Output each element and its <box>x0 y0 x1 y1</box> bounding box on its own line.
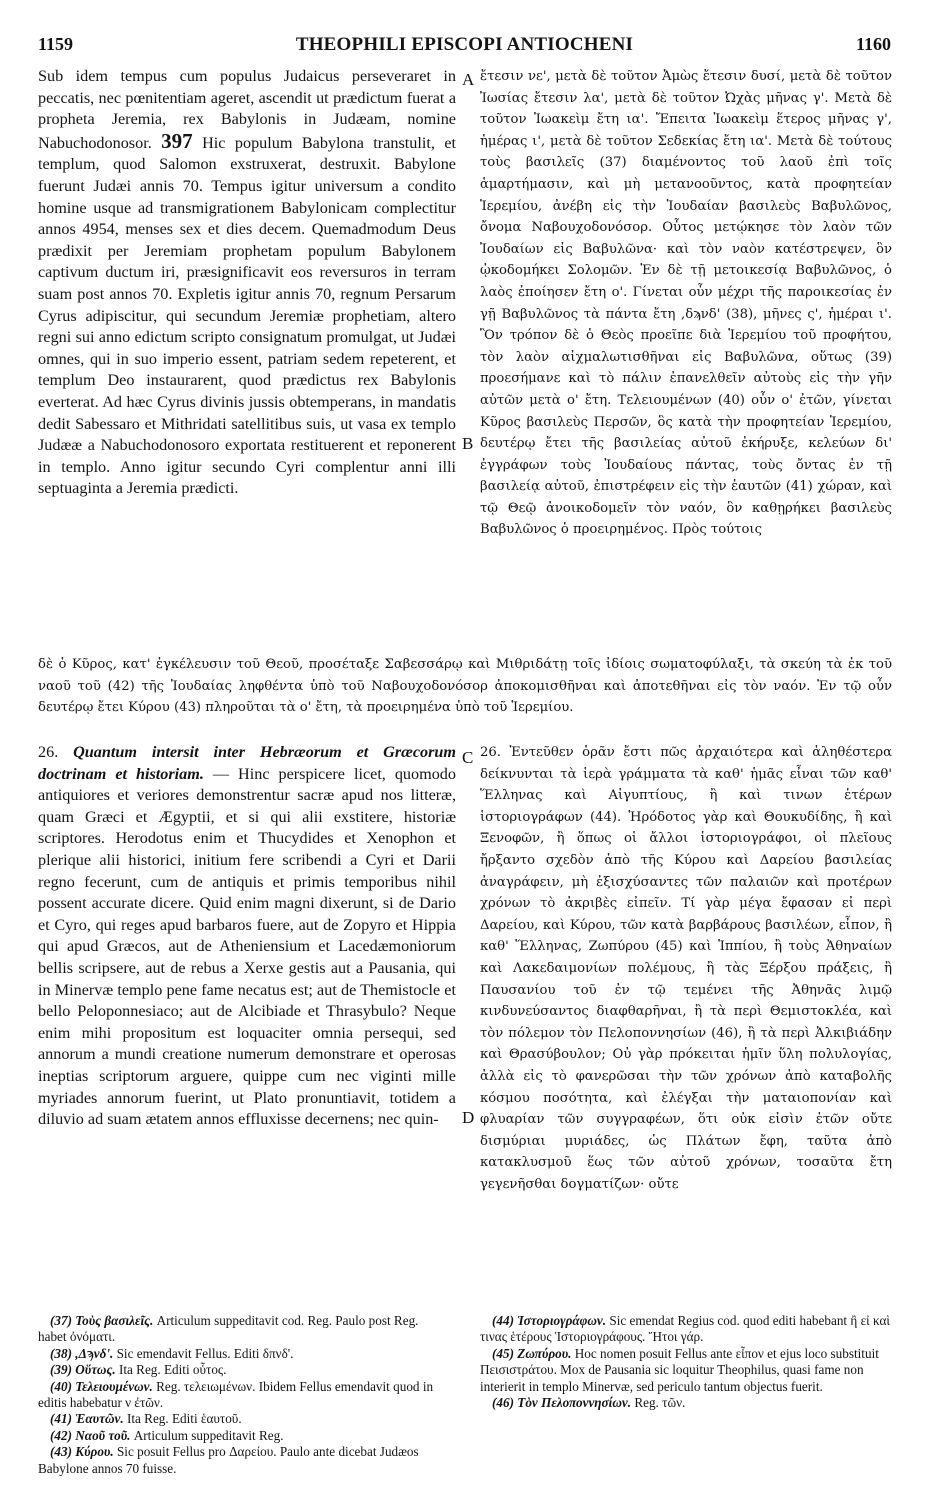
footnote: (37) Τοὺς βασιλεῖς. Articulum suppeditavit cod. Reg. Paulo post Reg. habet ὀνόματι. <box>38 1313 419 1345</box>
page-number-left: 1159 <box>38 34 74 54</box>
footnote: (44) Ἱστοριογράφων. Sic emendat Regius cod. quod editi habebant ἢ εἰ καὶ τινας ἑτέρους Ἱστοριογράφους. Ἤτοι γάρ. <box>480 1313 890 1345</box>
greek-paragraph: ἔτεσιν νε', μετὰ δὲ τοῦτον Ἀμὼς ἔτεσιν δυσί, μετὰ δὲ τοῦτον Ἰωσίας ἔτεσιν λα', μετὰ δὲ τοῦτον Ὠχὰς μῆνας γ'. Μετὰ δὲ τοῦτον Ἰωακεὶμ ἔτη ια'. Ἔπειτα Ἰωακεὶμ ἕτερος μῆνας γ', ἡμέρας ι', μετὰ δὲ τοῦτον Σεδεκίας ἔτη ια'. Μετὰ δὲ τούτους τοὺς βασιλεῖς (37) διαμένοντος τοῦ λαοῦ ἐπὶ τοῖς ἁμαρτήμασιν, καὶ μὴ μετανοοῦντος, κατὰ προφητείαν Ἱερεμίου, ἀνέβη εἰς τὴν Ἰουδαίαν βασιλεὺς Βαβυλῶνος, ὄνομα Ναβουχοδονόσορ. Οὗτος μετῴκησε τὸν λαὸν τῶν Ἰουδαίων εἰς Βαβυλῶνα· καὶ τὸν ναὸν κατέστρεψεν, ὃν ᾠκοδομήκει Σολομῶν. Ἐν δὲ τῇ μετοικεσίᾳ Βαβυλῶνος, ὁ λαὸς ἐποίησεν ἔτη ο'. Γίνεται οὖν μέχρι τῆς παροικεσίας ἐν γῇ Βαβυλῶνος τὰ πάντα ἔτη ,δϡνδ' (38), μῆνες ς', ἡμέραι ι'. Ὃν τρόπον δὲ ὁ Θεὸς προεῖπε διὰ Ἱερεμίου τοῦ προφήτου, τὸν λαὸν αἰχμαλωτισθῆναι εἰς Βαβυλῶνα, οὕτως (39) προεσήμανε καὶ τὸ πάλιν ἐπανελθεῖν αὐτοὺς εἰς τὴν γῆν αὐτῶν μετὰ ο' ἔτη. Τελειουμένων (40) οὖν ο' ἐτῶν, γίνεται Κῦρος βασιλεὺς Περσῶν, ὃς κατὰ τὴν προφητείαν Ἱερεμίου, δευτέρῳ ἔτει τῆς βασιλείας αὐτοῦ ἐκήρυξε, κελεύων δι' ἐγγράφων τοὺς Ἰουδαίους πάντας, τοὺς ὄντας ἐν τῇ βασιλείᾳ αὐτοῦ, ἐπιστρέφειν εἰς τὴν ἑαυτῶν (41) χώραν, καὶ τῷ Θεῷ ἀνοικοδομεῖν τὸν ναόν, ὃν καθῃρήκει βασιλεὺς Βαβυλῶνος ὁ προειρημένος. Πρὸς τούτοις <box>480 69 892 538</box>
footnote: (41) Ἑαυτῶν. Ita Reg. Editi ἑαυτοῦ. <box>50 1411 242 1427</box>
page-header <box>38 34 891 58</box>
footnote: (42) Ναοῦ τοῦ. Articulum suppeditavit Reg. <box>50 1427 284 1443</box>
greek-column-upper <box>480 66 892 541</box>
latin-paragraph: Sub idem tempus cum populus Judaicus perseveraret in peccatis, nec pœnitentiam ageret, ascendit ut prædictum fuerat a propheta Jeremia, rex Babylonis in Judæam, nomine Nabuchodonosor. 397 Hic populum Babylona transtulit, et templum, quod Salomon exstruxerat, destruxit. Babylone fuerunt Judæi annis 70. Tempus igitur universum a condito homine usque ad transmigrationem Babylonicam complectitur annos 4954, menses sex et dies decem. Quemadmodum Deus prædixit per Jeremiam prophetam populum Babylonem captivum ductum iri, præsignificavit eos reversuros in terram suam post annos 70. Expletis igitur annis 70, regnum Persarum Cyrus adipiscitur, qui secundum Jeremiæ prophetiam, altero regni sui anno edictum scripto consignatum promulgat, ut Judæi omnes, qui in suo imperio essent, patriam sedem repeterent, et templum Deo instaurarent, quod prædictus rex Babylonis everterat. Ad hæc Cyrus divinis jussis obtemperans, in mandatis dedit Sabessaro et Mithridati satellitibus suis, ut vasa ex templo Judææ a Nabuchodonosoro exportata restituerent et reponerent in templo. Anno igitur secundo Cyri complentur anni illi septuaginta a Jeremia prædicti. <box>38 67 457 498</box>
latin-paragraph-26: 26. Quantum intersit inter Hebræorum et Græcorum doctrinam et historiam. — Hinc perspicere licet, quomodo antiquiores et veriores demonstrentur sacræ apud nos litteræ, quam Græci et Ægyptii, et si qui alii exstitere, historiæ scriptores. Herodotus enim et Thucydides et Xenophon et plerique alii historici, initium fere scribendi a Cyri et Darii regno fecerunt, cum de antiquis et primis temporibus nihil possent accurate dicere. Quid enim magni dixerunt, si de Dario et Cyro, qui reges apud barbaros fuere, aut de Zopyro et Hippia qui apud Græcos, aut de Atheniensium et Lacedæmoniorum bellis scripsere, aut de rebus a Xerxe gestis aut a Pausania, qui in Minervæ templo pene fame necatus est; aut de Themistocle et bello Peloponnesiaco; aut de Alcibiade et Thrasybulo? Neque enim mihi propositum est loquaciter omnia persequi, sed annorum a mundi creatione numerum demonstrare et operosas ineptias scriptorum arguere, quippe cum nec viginti mille myriades annorum fuerint, ut Plato pronuntiavit, totidem a diluvio ad suam ætatem annos effluxisse decernens; nec quin- <box>38 743 456 1129</box>
greek-paragraph-26: 26. Ἐντεῦθεν ὁρᾶν ἔστι πῶς ἀρχαιότερα καὶ ἀληθέστερα δείκνυνται τὰ ἱερὰ γράμματα τὰ καθ' ἡμᾶς εἶναι τῶν καθ' Ἕλληνας καὶ Αἰγυπτίους, ἢ καὶ τινων ἑτέρων ἱστοριογράφων (44). Ἡρόδοτος γὰρ καὶ Θουκυδίδης, ἢ καὶ Ξενοφῶν, ἢ ὅπως οἱ ἄλλοι ἱστοριογράφοι, οἱ πλεῖους ἤρξαντο σχεδὸν ἀπὸ τῆς Κύρου καὶ Δαρείου βασιλείας ἀναγράφειν, μὴ ἐξισχύσαντες τῶν παλαιῶν καὶ προτέρων χρόνων τὸ ἀκριβὲς εἰπεῖν. Τί γὰρ μέγα ἔφασαν εἰ περὶ Δαρείου, καὶ Κύρου, τῶν κατὰ βαρβάρους βασιλέων, εἶπον, ἢ καθ' Ἕλληνας, Ζωπύρου (45) καὶ Ἱππίου, ἢ τοὺς Ἀθηναίων καὶ Λακεδαιμονίων πολέμους, ἢ τὰς Ξέρξου πράξεις, ἢ Παυσανίου τοῦ ἐν τῷ τεμένει τῆς Ἀθηνᾶς λιμῷ κινδυνεύσαντος διαφθαρῆναι, ἢ τὰ περὶ Θεμιστοκλέα, καὶ τὸν πόλεμον τὸν Πελοποννησίων (46), ἢ τὰ περὶ Ἀλκιβιάδην καὶ Θρασύβουλον; Οὐ γὰρ πρόκειται ἡμῖν ὕλη πολυλογίας, ἀλλὰ εἰς τὸ φανερῶσαι τὴν τῶν χρόνων ἀπὸ καταβολῆς κόσμου ποσότητα, καὶ ἐλέγξαι τὴν ματαιοπονίαν καὶ φλυαρίαν τῶν συγγραφέων, ὅτι οὐκ εἰσὶν ἐτῶν οὔτε δισμύριαι μυριάδες, ὡς Πλάτων ἔφη, ταῦτα ἀπὸ κατακλυσμοῦ ἕως τῶν αὐτοῦ χρόνων, τοσαῦτα ἔτη γεγενῆσθαι δογματίζων· οὔτε <box>480 745 892 1192</box>
footnotes-right <box>480 1313 890 1411</box>
section-heading: Quantum intersit inter Hebræorum et Græcorum doctrinam et historiam. <box>38 743 456 783</box>
section-marker-a: A <box>462 70 475 89</box>
footnotes-left <box>38 1313 448 1477</box>
marginal-number: 397 <box>161 128 193 153</box>
footnote: (46) Τὸν Πελοποννησίων. Reg. τῶν. <box>492 1395 686 1411</box>
running-title: THEOPHILI EPISCOPI ANTIOCHENI <box>295 34 634 55</box>
greek-full-width: δὲ ὁ Κῦρος, κατ' ἐγκέλευσιν τοῦ Θεοῦ, προσέταξε Σαβεσσάρῳ καὶ Μιθριδάτῃ τοῖς ἰδίοις σωματοφύλαξι, τὰ σκεύη τὰ ἐκ τοῦ ναοῦ τοῦ (42) τῆς Ἰουδαίας ληφθέντα ὑπὸ τοῦ Ναβουχοδονόσορ ἀποκομισθῆναι καὶ ἀποτεθῆναι εἰς τὸν ναόν. Ἐν τῷ οὖν δευτέρῳ ἔτει Κύρου (43) πληροῦται τὰ ο' ἔτη, τὰ προειρημένα ὑπὸ τοῦ Ἱερεμίου. <box>38 657 892 716</box>
footnote: (39) Οὕτως. Ita Reg. Editi οὗτος. <box>50 1362 227 1378</box>
section-marker-c: C <box>462 748 474 767</box>
latin-column-lower <box>38 742 456 1131</box>
section-marker-d: D <box>462 1108 475 1127</box>
footnote: (38) ,Δϡνδ'. Sic emendavit Fellus. Editi δπνδ'. <box>50 1345 294 1361</box>
footnote: (45) Ζωπύρου. Hoc nomen posuit Fellus ante εἶπον et ejus loco substituit Πεισιστράτου. Mox de Pausania sic loquitur Theophilus, quasi fame non interierit in templo Minervæ, sed periculo tantum objectus fuerit. <box>480 1345 879 1394</box>
page-number-right: 1160 <box>855 34 891 54</box>
greek-column-lower <box>480 742 892 1195</box>
section-marker-b: B <box>462 434 474 453</box>
latin-column-upper <box>38 66 456 500</box>
footnote: (43) Κύρου. Sic posuit Fellus pro Δαρείου. Paulo ante dicebat Judæos Babylone annos 70 fuisse. <box>38 1444 419 1476</box>
footnote: (40) Τελειουμένων. Reg. τελειωμένων. Ibidem Fellus emendavit quod in editis habebatur ν ἐτῶν. <box>38 1378 434 1411</box>
